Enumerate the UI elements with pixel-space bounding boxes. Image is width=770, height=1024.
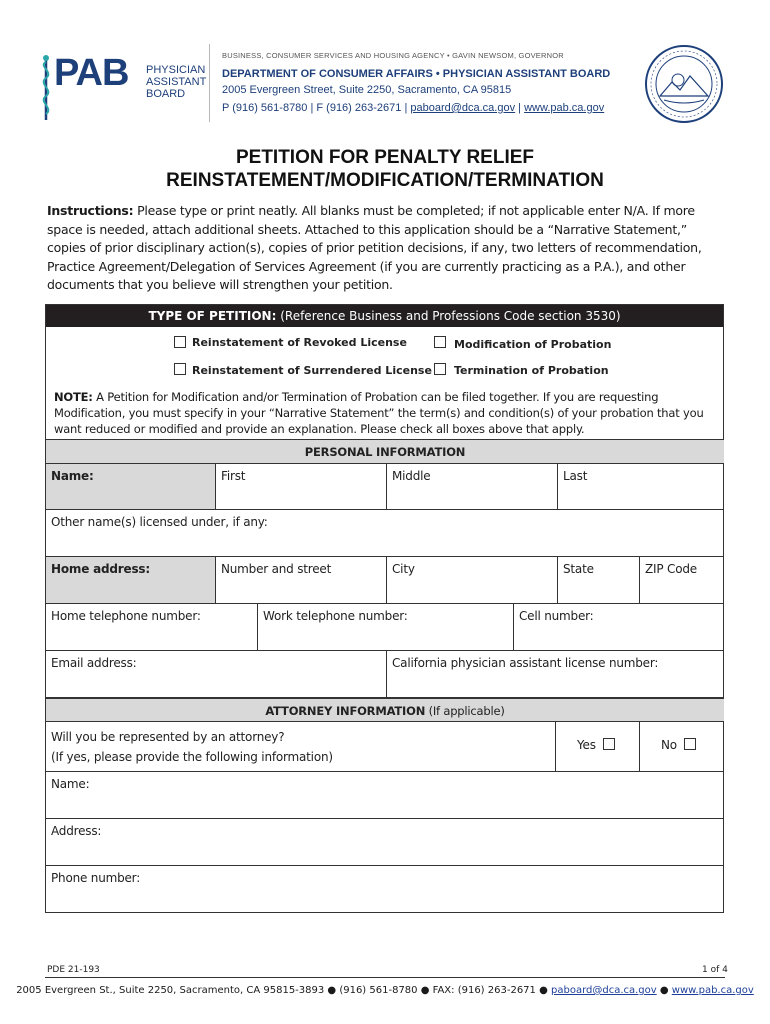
footer-address xyxy=(0,985,770,996)
page-number: 1 of 4 xyxy=(702,965,728,975)
attorney-question-text: Will you be represented by an attorney? xyxy=(51,730,285,744)
attorney-address-field[interactable]: Address: xyxy=(46,819,724,866)
yes-option[interactable] xyxy=(556,722,640,772)
note-label: NOTE: xyxy=(54,390,93,404)
attorney-info-heading: ATTORNEY INFORMATION xyxy=(265,704,426,718)
attorney-phone-field[interactable]: Phone number: xyxy=(51,871,141,885)
logo-sub-line: BOARD xyxy=(146,88,186,100)
instructions xyxy=(47,202,727,295)
name-label: Name: xyxy=(46,464,216,510)
footer-email-link[interactable]: paboard@dca.ca.gov xyxy=(551,985,657,996)
yes-checkbox[interactable] xyxy=(603,738,615,750)
termination-checkbox[interactable] xyxy=(434,363,446,375)
attorney-info-note: (If applicable) xyxy=(425,704,505,718)
petition-type-heading: TYPE OF PETITION: xyxy=(148,309,277,323)
termination-label: Termination of Probation xyxy=(454,364,609,377)
street-field[interactable]: Number and street xyxy=(216,557,387,604)
cell-phone-field[interactable]: Cell number: xyxy=(514,604,724,651)
revoked-label: Reinstatement of Revoked License xyxy=(192,336,407,349)
personal-info-heading: PERSONAL INFORMATION xyxy=(46,440,724,464)
header-divider xyxy=(209,44,210,122)
license-number-field[interactable]: California physician assistant license number: xyxy=(392,656,659,670)
revoked-checkbox[interactable] xyxy=(174,336,186,348)
email-field[interactable]: Email address: xyxy=(46,651,387,697)
first-name-field[interactable]: First xyxy=(216,464,387,510)
separator: | xyxy=(515,102,525,114)
footer-divider xyxy=(45,977,725,978)
yes-label: Yes xyxy=(577,738,596,752)
website-link[interactable]: www.pab.ca.gov xyxy=(524,102,605,114)
modification-label: Modification of Probation xyxy=(454,338,612,351)
caduceus-icon xyxy=(36,52,56,122)
other-names-field[interactable]: Other name(s) licensed under, if any: xyxy=(46,510,724,557)
instructions-label: Instructions: xyxy=(47,203,134,218)
form-title-line1: PETITION FOR PENALTY RELIEF xyxy=(235,147,535,168)
board-contact xyxy=(222,102,604,114)
logo-subtitle xyxy=(146,64,206,100)
instructions-text: Please type or print neatly. All blanks must be completed; if not applicable enter N/A. If more space is needed, attach additional sheets. Attached to this application should be a “Narrative Statement,” copies of prior disciplinary action(s), copies of prior petition decisions, if any, two letters of recommendation, Practice Agreement/Delegation of Services Agreement (if you are currently practicing as a P.A.), and other documents that you believe will strengthen your petition. xyxy=(47,203,702,293)
footer-address-text: 2005 Evergreen St., Suite 2250, Sacramento, CA 95815-3893 ● (916) 561-8780 ● FAX: (916) 263-2671 ● xyxy=(16,985,551,996)
no-checkbox[interactable] xyxy=(684,738,696,750)
attorney-question xyxy=(46,722,556,772)
footer-bullet: ● xyxy=(656,985,672,996)
petition-note xyxy=(54,389,719,437)
logo-wordmark: PAB xyxy=(54,52,129,94)
state-seal-icon xyxy=(644,44,724,124)
personal-info-table xyxy=(45,440,724,698)
surrendered-checkbox[interactable] xyxy=(174,363,186,375)
form-code: PDE 21-193 xyxy=(47,965,100,975)
petition-type-reference: (Reference Business and Professions Code section 3530) xyxy=(276,309,621,323)
city-field[interactable]: City xyxy=(387,557,558,604)
attorney-info-table xyxy=(45,698,724,913)
state-field[interactable]: State xyxy=(558,557,640,604)
no-label: No xyxy=(661,738,677,752)
home-phone-field[interactable]: Home telephone number: xyxy=(46,604,258,651)
board-address: 2005 Evergreen Street, Suite 2250, Sacramento, CA 95815 xyxy=(222,84,512,96)
home-address-label: Home address: xyxy=(46,557,216,604)
pab-logo xyxy=(36,52,207,122)
phone-fax: P (916) 561-8780 | F (916) 263-2671 | xyxy=(222,102,411,114)
last-name-field[interactable]: Last xyxy=(558,464,724,510)
work-phone-field[interactable]: Work telephone number: xyxy=(258,604,514,651)
logo-sub-line: ASSISTANT xyxy=(146,76,207,88)
note-text: A Petition for Modification and/or Termination of Probation can be filed together. If you are requesting Modification, you must specify in your “Narrative Statement” the term(s) and condition(s) of your probation that you want reduced or modified and provide an explanation. Please check all boxes above that apply. xyxy=(54,390,704,436)
agency-line: BUSINESS, CONSUMER SERVICES AND HOUSING AGENCY • GAVIN NEWSOM, GOVERNOR xyxy=(222,51,564,60)
petition-type-header xyxy=(46,305,723,327)
footer-website-link[interactable]: www.pab.ca.gov xyxy=(671,985,754,996)
email-link[interactable]: paboard@dca.ca.gov xyxy=(410,102,516,114)
surrendered-label: Reinstatement of Surrendered License xyxy=(192,364,432,377)
attorney-info-header xyxy=(46,698,724,722)
logo-sub-line: PHYSICIAN xyxy=(146,64,206,76)
attorney-question-note: (If yes, please provide the following information) xyxy=(51,750,333,764)
form-title-line2: REINSTATEMENT/MODIFICATION/TERMINATION xyxy=(166,170,604,191)
middle-name-field[interactable]: Middle xyxy=(387,464,558,510)
no-option[interactable] xyxy=(640,722,724,772)
zip-field[interactable]: ZIP Code xyxy=(640,557,724,604)
attorney-name-field[interactable]: Name: xyxy=(46,772,724,819)
modification-checkbox[interactable] xyxy=(434,336,446,348)
department-name: DEPARTMENT OF CONSUMER AFFAIRS • PHYSICIAN ASSISTANT BOARD xyxy=(222,68,611,80)
petition-type-section xyxy=(45,304,724,440)
